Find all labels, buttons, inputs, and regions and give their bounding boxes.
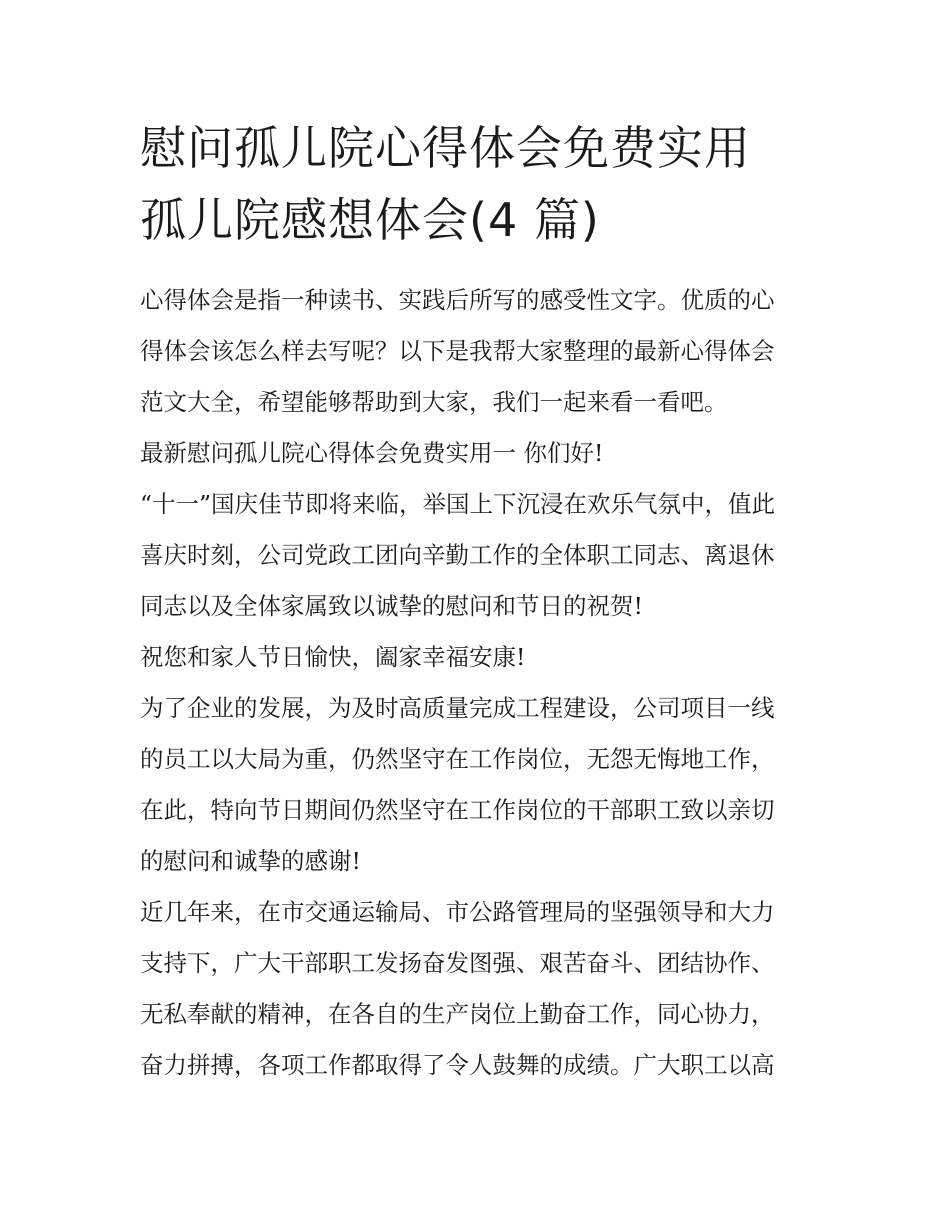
body-line: 支持下，广大干部职工发扬奋发图强、艰苦奋斗、团结协作、	[140, 949, 775, 977]
body-line: 得体会该怎么样去写呢？以下是我帮大家整理的最新心得体会	[140, 337, 775, 365]
body-line: 心得体会是指一种读书、实践后所写的感受性文字。优质的心	[140, 286, 775, 314]
title-line: 孤儿院感想体会(4 篇)	[140, 193, 600, 247]
body-line: 的慰问和诚挚的感谢!	[140, 847, 361, 875]
body-line: 在此，特向节日期间仍然坚守在工作岗位的干部职工致以亲切	[140, 796, 775, 824]
document-body	[140, 280, 820, 1096]
body-line: 近几年来，在市交通运输局、市公路管理局的坚强领导和大力	[140, 898, 775, 926]
document-title	[140, 112, 820, 256]
body-line: 祝您和家人节日愉快，阖家幸福安康!	[140, 643, 526, 671]
title-line: 慰问孤儿院心得体会免费实用	[140, 121, 751, 175]
body-line: 同志以及全体家属致以诚挚的慰问和节日的祝贺!	[140, 592, 643, 620]
body-line: 的员工以大局为重，仍然坚守在工作岗位，无怨无悔地工作，	[140, 745, 775, 773]
body-line: 喜庆时刻，公司党政工团向辛勤工作的全体职工同志、离退休	[140, 541, 775, 569]
body-line: 奋力拼搏，各项工作都取得了令人鼓舞的成绩。广大职工以高	[140, 1051, 775, 1079]
body-line: 为了企业的发展，为及时高质量完成工程建设，公司项目一线	[140, 694, 775, 722]
body-line: “十一”国庆佳节即将来临，举国上下沉浸在欢乐气氛中，值此	[140, 490, 776, 518]
body-line: 范文大全，希望能够帮助到大家，我们一起来看一看吧。	[140, 388, 728, 416]
body-line: 最新慰问孤儿院心得体会免费实用一 你们好!	[140, 439, 604, 467]
body-line: 无私奉献的精神，在各自的生产岗位上勤奋工作，同心协力，	[140, 1000, 775, 1028]
